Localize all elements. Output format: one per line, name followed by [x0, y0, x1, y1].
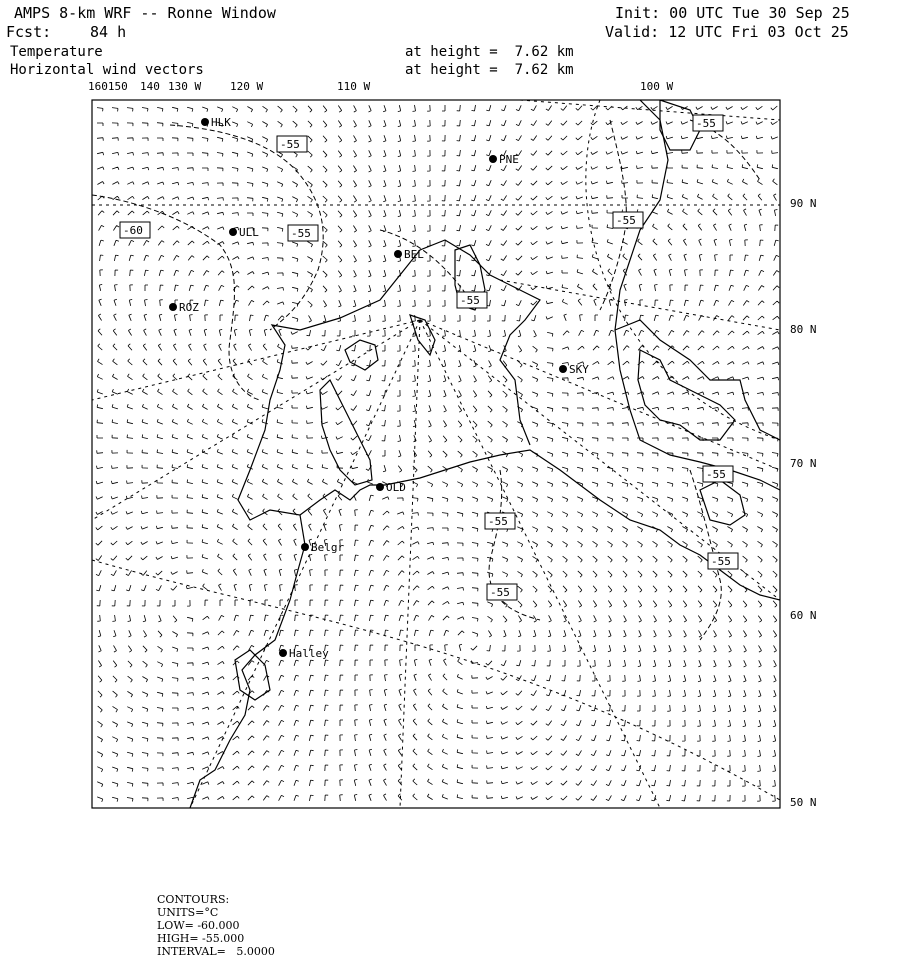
lon-label: 130 W [168, 80, 202, 93]
contours-interval: INTERVAL= 5.0000 [157, 945, 275, 958]
contour-label: -55 [616, 214, 636, 227]
lat-label: 90 N [790, 197, 817, 210]
map-frame [92, 100, 780, 808]
station-group [169, 116, 589, 660]
field-temperature-height: at height = 7.62 km [405, 44, 574, 60]
field-temperature: Temperature [10, 44, 103, 60]
contours-high: HIGH= -55.000 [157, 932, 245, 945]
station-marker [559, 365, 567, 373]
station-marker [229, 228, 237, 236]
coastline [320, 380, 372, 485]
station-marker [301, 543, 309, 551]
contours-units: UNITS=°C [157, 906, 219, 919]
station-marker [394, 250, 402, 258]
coastlines [190, 100, 780, 808]
contour-label: -55 [706, 468, 726, 481]
forecast-label: Fcst: [6, 23, 52, 41]
contour-label: -55 [280, 138, 300, 151]
contour-label: -55 [291, 227, 311, 240]
station-label: Belgr [311, 541, 345, 554]
lon-label: 120 W [230, 80, 264, 93]
station-label: SKY [569, 363, 589, 376]
station-marker [279, 649, 287, 657]
init-time: Init: 00 UTC Tue 30 Sep 25 [615, 4, 850, 22]
station-label: Halley [289, 647, 329, 660]
graticule [92, 100, 780, 808]
field-wind: Horizontal wind vectors [10, 62, 204, 78]
lon-label: 100 W [640, 80, 674, 93]
coastline [615, 100, 780, 490]
lat-label: 60 N [790, 609, 817, 622]
valid-time: Valid: 12 UTC Fri 03 Oct 25 [605, 23, 849, 41]
contour-label: -55 [488, 515, 508, 528]
latitude-line [92, 560, 780, 800]
station-label: ULL [239, 226, 259, 239]
coastline [345, 340, 378, 370]
coastline [615, 320, 780, 440]
coastline [700, 480, 745, 525]
station-label: OLD [386, 481, 406, 494]
station-marker [169, 303, 177, 311]
wind-vector-field [96, 105, 779, 802]
contours-low: LOW= -60.000 [157, 919, 240, 932]
axis-label-group [88, 80, 817, 809]
longitude-line [420, 320, 780, 470]
station-label: HLK [211, 116, 231, 129]
lat-label: 50 N [790, 796, 817, 809]
lat-label: 80 N [790, 323, 817, 336]
contour-label-group [120, 115, 738, 600]
contour-label: -55 [711, 555, 731, 568]
lon-label: 160150 [88, 80, 128, 93]
contour-label: -55 [696, 117, 716, 130]
map-title: AMPS 8-km WRF -- Ronne Window [14, 4, 276, 22]
station-label: PNE [499, 153, 519, 166]
latitude-line [586, 100, 780, 440]
contours-label: CONTOURS: [157, 893, 230, 906]
lon-label: 110 W [337, 80, 371, 93]
forecast-hours: 84 h [90, 23, 127, 41]
longitude-line [92, 320, 420, 400]
field-wind-height: at height = 7.62 km [405, 62, 574, 78]
station-label: BEL [404, 248, 424, 261]
station-label: ROZ [179, 301, 199, 314]
contour-summary [150, 880, 293, 958]
coastline [638, 350, 735, 440]
contour-label: -60 [123, 224, 143, 237]
contour-label: -55 [460, 294, 480, 307]
station-marker [376, 483, 384, 491]
longitude-line [92, 320, 420, 520]
station-marker [201, 118, 209, 126]
lat-label: 70 N [790, 457, 817, 470]
station-marker [489, 155, 497, 163]
contour-label: -55 [490, 586, 510, 599]
wind-barbs [96, 105, 779, 802]
lon-label: 140 [140, 80, 160, 93]
longitude-line [400, 320, 420, 808]
